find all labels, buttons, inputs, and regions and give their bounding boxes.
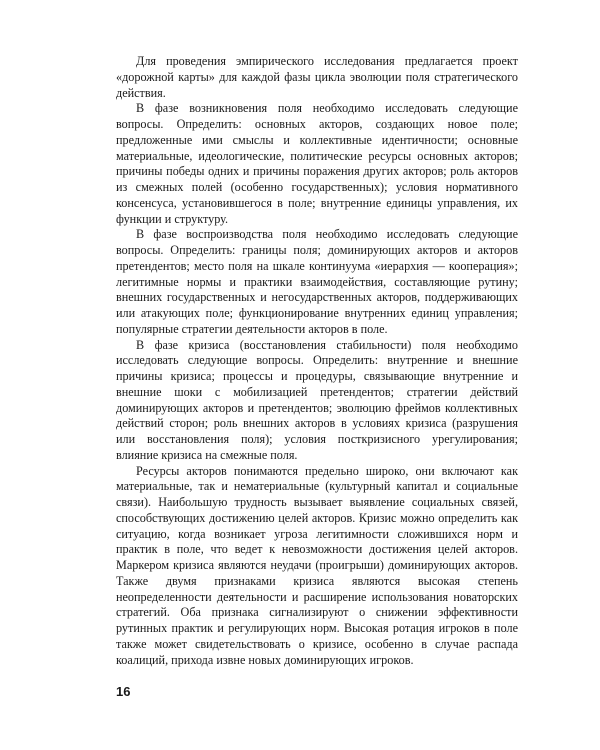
paragraph-actor-resources: Ресурсы акторов понимаются предельно широко, они включают как материальные, так и нематериальные (культурный капитал и социальные связи). Наибольшую трудность вызывает выявление социальных связей, способствующих достижению целей акторов. Кризис можно определить как ситуацию, когда возникает угроза легитимности сложившихся норм и практик в поле, что ведет к невозможности достижения целей акторов. Маркером кризиса являются неудачи (проигрыши) доминирующих акторов. Также двумя признаками кризиса являются высокая степень неопределенности деятельности и расширение использования новаторских стратегий. Оба признака сигнализируют о снижении эффективности рутинных практик и регулирующих норм. Высокая ротация игроков в поле также может свидетельствовать о кризисе, особенно в случае распада коалиций, прихода извне новых доминирующих игроков. xyxy=(116,463,518,667)
paragraph-emergence-phase: В фазе возникновения поля необходимо исследовать следующие вопросы. Определить: основных акторов, создающих новое поле; предложенные ими смыслы и коллективные идентичности; основные материальные, идеологические, политические ресурсы основных акторов; причины победы одних и причины поражения других акторов; роль акторов из смежных полей (особенно государственных); условия нормативного консенсуса, установившегося в поле; внутренние единицы управления, их функции и структуру. xyxy=(116,101,518,226)
body-text xyxy=(116,54,518,668)
paragraph-reproduction-phase: В фазе воспроизводства поля необходимо исследовать следующие вопросы. Определить: границы поля; доминирующих акторов и акторов претендентов; место поля на шкале континуума «иерархия — кооперация»; легитимные нормы и практики взаимодействия, составляющие рутину; внешних государственных и негосударственных акторов, поддерживающих или атакующих поле; функционирование внутренних единиц управления; популярные стратегии деятельности акторов в поле. xyxy=(116,227,518,336)
paragraph-roadmap: Для проведения эмпирического исследования предлагается проект «дорожной карты» для каждой фазы цикла эволюции поля стратегического действия. xyxy=(116,54,518,100)
page-number: 16 xyxy=(116,684,131,699)
paragraph-crisis-phase: В фазе кризиса (восстановления стабильности) поля необходимо исследовать следующие вопросы. Определить: внутренние и внешние причины кризиса; процессы и процедуры, связывающие внутренние и внешние шоки с мобилизацией претендентов; стратегии действий доминирующих акторов и претендентов; эволюцию фреймов коллективных действий сторон; роль внешних акторов в условиях кризиса (разрушения или восстановления поля); условия посткризисного урегулирования; влияние кризиса на смежные поля. xyxy=(116,337,518,462)
